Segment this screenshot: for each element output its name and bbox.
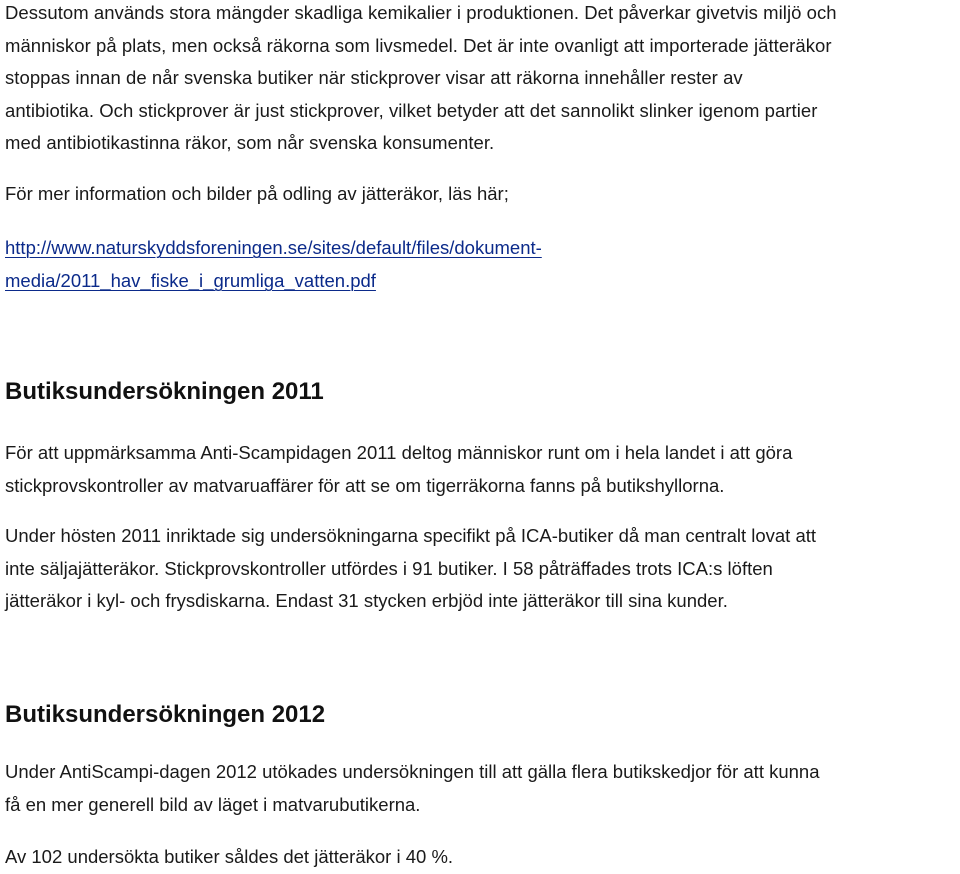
info-link-line-2[interactable]: media/2011_hav_fiske_i_grumliga_vatten.pdf	[5, 270, 376, 291]
p2011-1-line-1: För att uppmärksamma Anti-Scampidagen 2011 deltog människor runt om i hela landet i att göra	[5, 442, 793, 463]
heading-2012: Butiksundersökningen 2012	[5, 701, 326, 728]
paragraph-2012-1	[5, 756, 820, 821]
info-link-line-1[interactable]: http://www.naturskyddsforeningen.se/sites/default/files/dokument-	[5, 237, 542, 258]
paragraph-2011-1	[5, 437, 792, 502]
intro-line-5: med antibiotikastinna räkor, som når svenska konsumenter.	[5, 132, 495, 153]
intro-line-1: Dessutom används stora mängder skadliga kemikalier i produktionen. Det påverkar givetvis miljö och	[5, 2, 837, 23]
p2011-1-line-2: stickprovskontroller av matvaruaffärer för att se om tigerräkorna fanns på butikshyllorna.	[5, 474, 725, 496]
intro-line-4: antibiotika. Och stickprover är just stickprover, vilket betyder att det sannolikt slinker igenom partier	[5, 99, 818, 121]
intro-paragraph	[5, 0, 955, 160]
paragraph-2011-2	[5, 520, 816, 618]
p2012-1-line-1: Under AntiScampi-dagen 2012 utökades undersökningen till att gälla flera butikskedjor för att kunna	[5, 761, 820, 782]
info-link[interactable]	[5, 231, 542, 297]
intro-line-2: människor på plats, men också räkorna som livsmedel. Det är inte ovanligt att importerade jätteräkor	[5, 34, 832, 56]
info-paragraph: För mer information och bilder på odling av jätteräkor, läs här;	[5, 183, 509, 204]
p2011-2-line-1: Under hösten 2011 inriktade sig undersökningarna specifikt på ICA-butiker då man centralt lovat att	[5, 525, 817, 546]
intro-line-3: stoppas innan de når svenska butiker när stickprover visar att räkorna innehåller rester av	[5, 67, 743, 88]
p2012-1-line-2: få en mer generell bild av läget i matvarubutikerna.	[5, 793, 421, 815]
paragraph-2012-2: Av 102 undersökta butiker såldes det jätteräkor i 40 %.	[5, 846, 454, 867]
p2011-2-line-3: jätteräkor i kyl- och frysdiskarna. Endast 31 stycken erbjöd inte jätteräkor till sina kunder.	[5, 590, 728, 611]
p2011-2-line-2: inte säljajätteräkor. Stickprovskontroller utfördes i 91 butiker. I 58 påträffades trots ICA:s löften	[5, 557, 773, 579]
heading-2011: Butiksundersökningen 2011	[5, 378, 324, 405]
